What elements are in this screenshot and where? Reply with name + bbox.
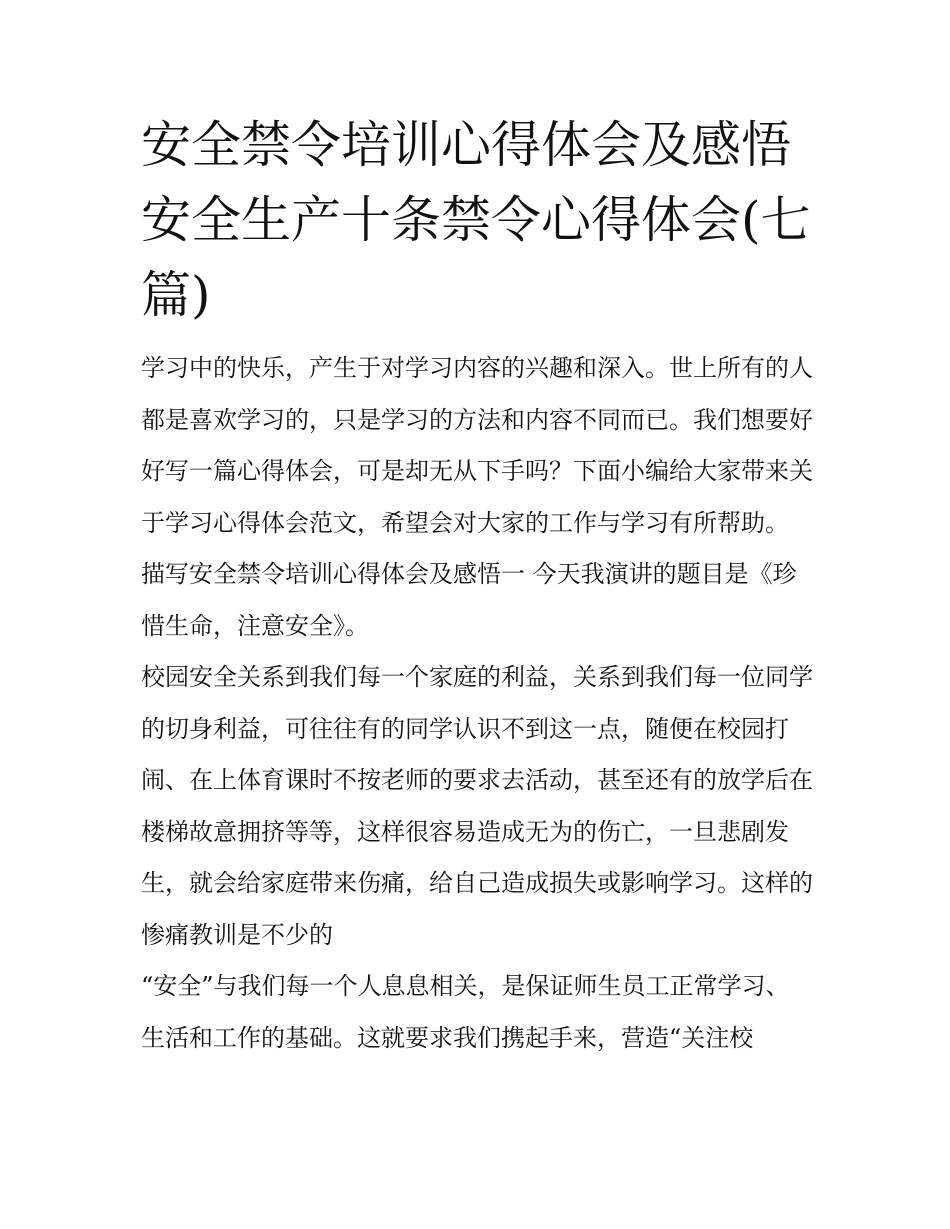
document-title: 安全禁令培训心得体会及感悟安全生产十条禁令心得体会(七篇) (141, 116, 811, 324)
document-page (141, 108, 813, 1064)
paragraph-intro: 学习中的快乐，产生于对学习内容的兴趣和深入。世上所有的人都是喜欢学习的，只是学习的方法和内容不同而已。我们想要好好写一篇心得体会，可是却无从下手吗？下面小编给大家带来关于学习心得体会范文，希望会对大家的工作与学习有所帮助。 (141, 354, 813, 537)
paragraph-campus-safety: 校园安全关系到我们每一个家庭的利益，关系到我们每一位同学的切身利益，可往往有的同学认识不到这一点，随便在校园打闹、在上体育课时不按老师的要求去活动，甚至还有的放学后在楼梯故意拥挤等等，这样很容易造成无为的伤亡，一旦悲剧发生，就会给家庭带来伤痛，给自己造成损失或影响学习。这样的惨痛教训是不少的 (141, 663, 813, 949)
paragraph-safety-importance: “安全”与我们每一个人息息相关，是保证师生员工正常学习、生活和工作的基础。这就要求我们携起手来，营造“关注校 (141, 972, 790, 1052)
paragraph-speech-topic: 描写安全禁令培训心得体会及感悟一 今天我演讲的题目是《珍惜生命，注意安全》。 (141, 560, 797, 640)
document-body (141, 343, 813, 1064)
